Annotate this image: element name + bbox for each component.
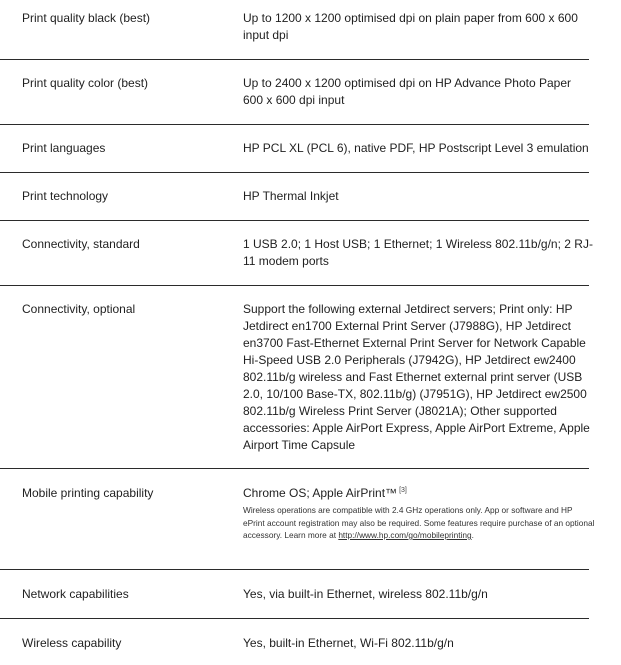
footnote-ref: [3] <box>399 487 407 494</box>
spec-value: Up to 2400 x 1200 optimised dpi on HP Advance Photo Paper 600 x 600 dpi input <box>243 76 572 107</box>
mobile-printing-link[interactable]: http://www.hp.com/go/mobileprinting <box>338 530 472 540</box>
spec-value: Chrome OS; Apple AirPrint™ <box>243 486 398 500</box>
spec-value: Yes, built-in Ethernet, Wi-Fi 802.11b/g/n <box>243 636 454 650</box>
spec-value: HP PCL XL (PCL 6), native PDF, HP Postscript Level 3 emulation <box>243 141 589 155</box>
row-divider <box>0 59 589 60</box>
spec-value: Up to 1200 x 1200 optimised dpi on plain paper from 600 x 600 input dpi <box>243 11 578 42</box>
row-divider <box>0 618 589 619</box>
spec-label: Print languages <box>22 141 106 155</box>
spec-value: Support the following external Jetdirect servers; Print only: HP Jetdirect en1700 External Print Server (J7988G), HP Jetdirect en3700 Fast-Ethernet External Print Server for Network Capable Hi-Speed USB 2.0 Peripherals (J7942G), HP Jetdirect ew2400 802.11b/g wireless and Fast Ethernet external print server (USB 2.0, 10/100 Base-TX, 802.11b/g) (J7951G), HP Jetdirect ew2500 802.11b/g Wireless Print Server (J8021A); Other supported accessories: Apple AirPort Express, Apple AirPort Extreme, Apple Airport Time Capsule <box>243 302 590 452</box>
spec-label: Network capabilities <box>22 587 129 601</box>
spec-value: HP Thermal Inkjet <box>243 189 339 203</box>
footnote-note <box>243 504 595 542</box>
row-divider <box>0 569 589 570</box>
spec-label: Wireless capability <box>22 636 122 650</box>
spec-label: Connectivity, optional <box>22 302 136 316</box>
spec-label: Print quality black (best) <box>22 11 151 25</box>
row-divider <box>0 124 589 125</box>
spec-label: Print technology <box>22 189 109 203</box>
spec-label: Mobile printing capability <box>22 486 154 500</box>
row-divider <box>0 220 589 221</box>
spec-label: Print quality color (best) <box>22 76 149 90</box>
row-divider <box>0 468 589 469</box>
note-text: Wireless operations are compatible with 2.4 GHz operations only. App or software and HP ePrint account registration may also be required. Some features require purchase of an optional accessory. Learn more at <box>243 505 595 540</box>
row-divider <box>0 285 589 286</box>
row-divider <box>0 172 589 173</box>
spec-value-block <box>243 485 593 542</box>
spec-label: Connectivity, standard <box>22 237 140 251</box>
note-end: . <box>471 530 474 540</box>
spec-value: Yes, via built-in Ethernet, wireless 802.11b/g/n <box>243 587 488 601</box>
spec-value: 1 USB 2.0; 1 Host USB; 1 Ethernet; 1 Wireless 802.11b/g/n; 2 RJ-11 modem ports <box>243 237 593 268</box>
